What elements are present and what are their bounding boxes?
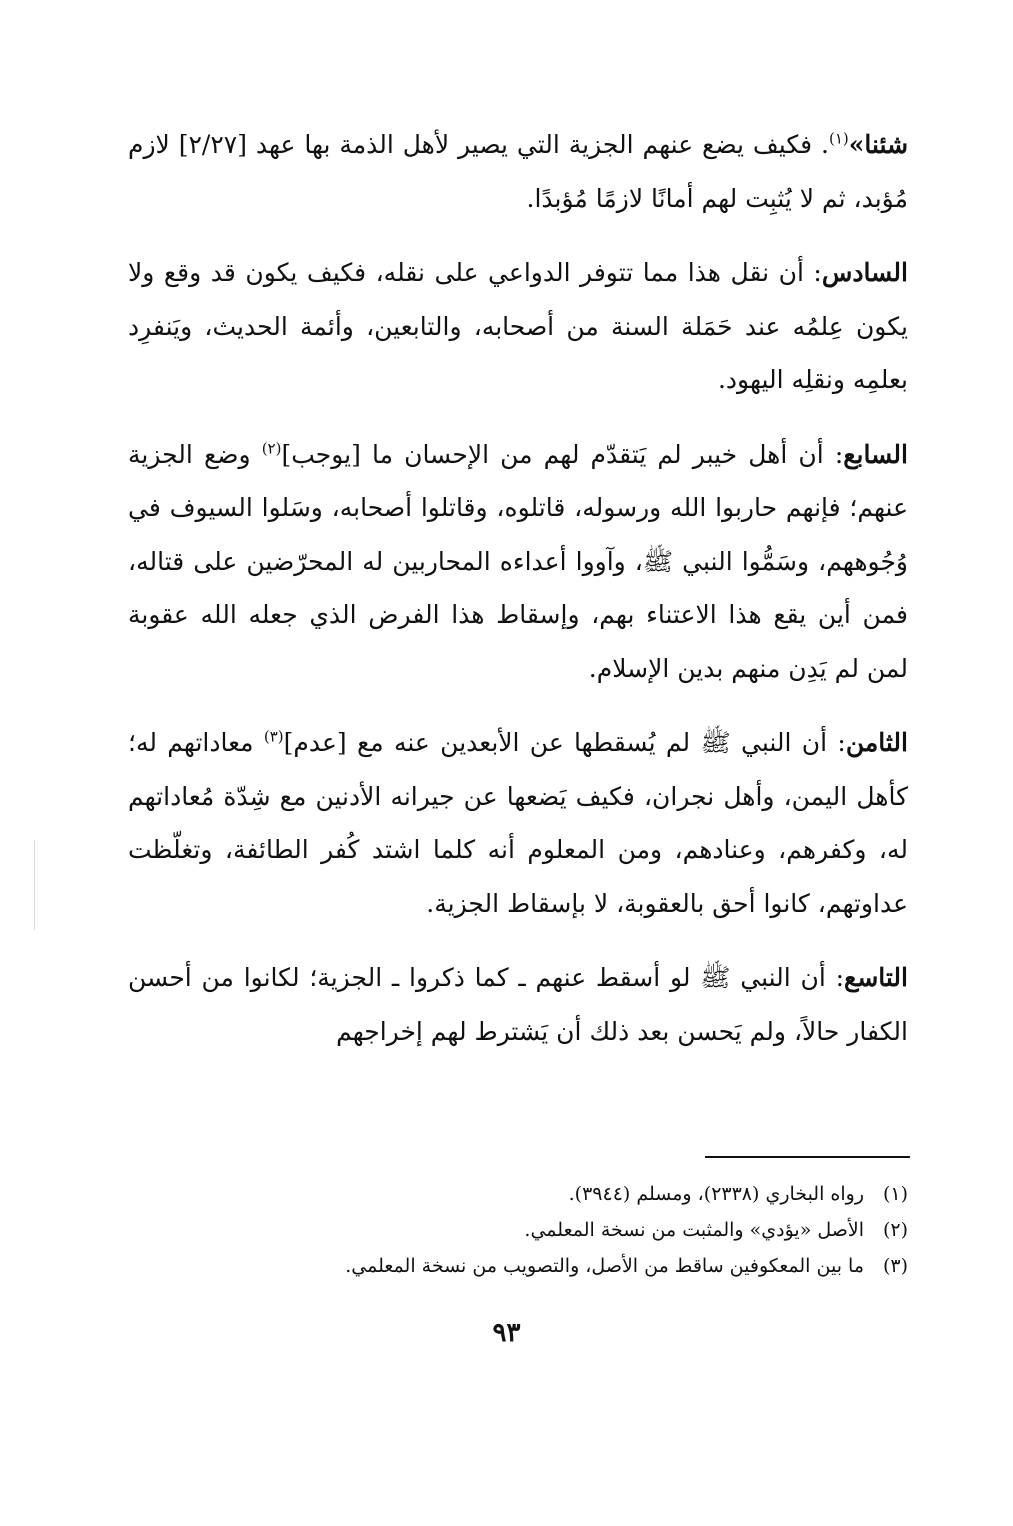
footnote-1 [128, 1176, 908, 1212]
footnote-2-text: الأصل «يؤدي» والمثبت من نسخة المعلمي. [524, 1219, 864, 1241]
footnote-2 [128, 1212, 908, 1248]
paragraph-eighth-heading: الثامن [845, 728, 908, 757]
paragraph-sixth-heading: السادس [821, 258, 908, 287]
paragraph-ninth-heading: التاسع [844, 963, 908, 992]
paragraph-1-text: شئنا» [848, 130, 909, 159]
paragraph-sixth-text: : أن نقل هذا مما تتوفر الدواعي على نقله، فكيف يكون قد وقع ولا يكون عِلمُه عند حَمَلة السنة من أصحابه، والتابعين، وأئمة الحديث، ويَنفرِد بعلمِه ونقلِه اليهود. [128, 258, 908, 394]
footnote-2-number: (٢) [882, 1219, 908, 1241]
scan-margin-mark [34, 840, 35, 930]
paragraph-sixth [128, 246, 908, 407]
paragraph-eighth-rest: معاداتهم له؛ كأهل اليمن، وأهل نجران، فكيف يَضعها عن جيرانه الأدنين مع شِدّة مُعاداتهم له، وكفرهم، وعنادهم، ومن المعلوم أنه كلما اشتد كُفر الطائفة، وتغلّظت عداوتهم، كانوا أحق بالعقوبة، لا بإسقاط الجزية. [128, 728, 908, 918]
footnote-ref-2: (٢) [261, 439, 282, 458]
footnote-3 [128, 1248, 908, 1284]
paragraph-ninth [128, 951, 908, 1058]
main-text [128, 118, 908, 1079]
footnotes [128, 1176, 908, 1284]
footnote-3-text: ما بين المعكوفين ساقط من الأصل، والتصويب من نسخة المعلمي. [345, 1255, 864, 1277]
footnote-1-number: (١) [882, 1183, 908, 1205]
footnote-ref-3: (٣) [263, 727, 284, 746]
footnote-ref-1: (١) [828, 129, 849, 148]
paragraph-eighth-text: : أن النبي ﷺ لم يُسقطها عن الأبعدين عنه مع [عدم] [283, 728, 846, 757]
paragraph-1 [128, 118, 908, 225]
paragraph-seventh [128, 428, 908, 696]
page-number: ٩٣ [492, 1318, 521, 1348]
paragraph-eighth [128, 716, 908, 930]
footnote-1-text: رواه البخاري (٢٣٣٨)، ومسلم (٣٩٤٤). [568, 1183, 864, 1205]
paragraph-seventh-text: : أن أهل خيبر لم يَتقدّم لهم من الإحسان ما [يوجب] [281, 439, 844, 469]
paragraph-1-rest: . فكيف يضع عنهم الجزية التي يصير لأهل الذمة بها عهد [٢/٢٧] لازم مُؤبد، ثم لا يُثبِت لهم أمانًا لازمًا مُؤبدًا. [128, 130, 908, 213]
paragraph-ninth-text: : أن النبي ﷺ لو أسقط عنهم ـ كما ذكروا ـ الجزية؛ لكانوا من أحسن الكفار حالاً، ولم يَحسن بعد ذلك أن يَشترط لهم إخراجهم [128, 963, 908, 1046]
footnote-3-number: (٣) [882, 1255, 908, 1277]
paragraph-seventh-rest: وضع الجزية عنهم؛ فإنهم حاربوا الله ورسوله، قاتلوه، وقاتلوا أصحابه، وسَلوا السيوف في وُجُوههم، وسَمُّوا النبي ﷺ، وآووا أعداءه المحاربين له المحرّضين على قتاله، فمن أين يقع هذا الاعتناء بهم، وإسقاط هذا الفرض الذي جعله الله عقوبة لمن لم يَدِن منهم بدين الإسلام. [128, 439, 908, 683]
paragraph-seventh-heading: السابع [843, 439, 908, 469]
footnote-divider [705, 1156, 910, 1158]
